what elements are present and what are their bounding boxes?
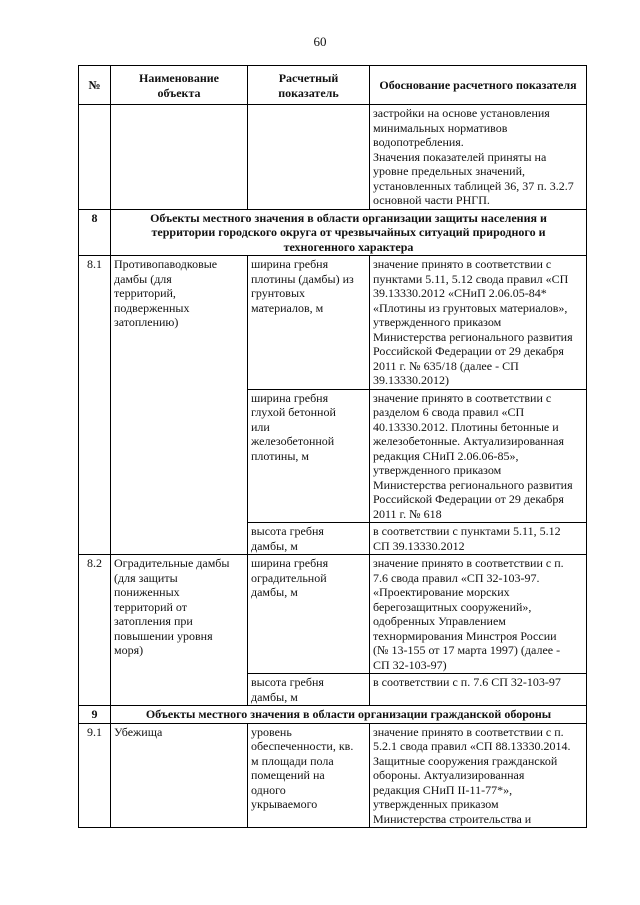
section-row-9	[79, 706, 587, 724]
justification: значение принято в соответствии с п. 7.6 свода правил «СП 32-103-97. «Проектирование морских берегозащитных сооружений», одобренных Управлением технормирования Минстроя России (№ 13-155 от 17 марта 1997) (далее - СП 32-103-97)	[370, 555, 587, 674]
justification: в соответствии с п. 7.6 СП 32-103-97	[370, 674, 587, 706]
object-name: Убежища	[111, 723, 248, 828]
header-justification: Обоснование расчетного показателя	[370, 66, 587, 105]
row-num: 8.1	[79, 256, 111, 555]
row-num: 8.2	[79, 555, 111, 706]
header-indicator: Расчетный показатель	[248, 66, 370, 105]
section-num: 9	[79, 706, 111, 724]
indicator: высота гребня дамбы, м	[248, 523, 370, 555]
section-num: 8	[79, 209, 111, 256]
header-num: №	[79, 66, 111, 105]
page-number: 60	[313, 34, 327, 49]
justification: в соответствии с пунктами 5.11, 5.12 СП 39.13330.2012	[370, 523, 587, 555]
table-header-row	[79, 66, 587, 105]
table-row-9-1	[79, 723, 587, 828]
indicator: уровень обеспеченности, кв. м площади пола помещений на одного укрываемого	[248, 723, 370, 828]
object-name: Противопаводковые дамбы (для территорий, подверженных затоплению)	[111, 256, 248, 555]
row-num: 9.1	[79, 723, 111, 828]
section-row-8	[79, 209, 587, 256]
justification: значение принято в соответствии с п. 5.2.1 свода правил «СП 88.13330.2014. Защитные сооружения гражданской обороны. Актуализированная редакция СНиП II-11-77*», утвержденных приказом Министерства строительства и	[370, 723, 587, 828]
cell-empty	[79, 105, 111, 210]
indicator: ширина гребня глухой бетонной или железобетонной плотины, м	[248, 389, 370, 523]
table-row-8-2-a	[79, 555, 587, 674]
cell-empty	[111, 105, 248, 210]
table-row-8-1-a	[79, 256, 587, 390]
table-row-continuation	[79, 105, 587, 210]
header-name: Наименование объекта	[111, 66, 248, 105]
indicator: высота гребня дамбы, м	[248, 674, 370, 706]
object-name: Оградительные дамбы (для защиты пониженных территорий от затопления при повышении уровня моря)	[111, 555, 248, 706]
indicator: ширина гребня оградительной дамбы, м	[248, 555, 370, 674]
cell-empty	[248, 105, 370, 210]
continuation-justification: застройки на основе установления минимальных нормативов водопотребления. Значения показателей приняты на уровне предельных значений, установленных таблицей 36, 37 п. 3.2.7 основной части РНГП.	[370, 105, 587, 210]
justification: значение принято в соответствии с разделом 6 свода правил «СП 40.13330.2012. Плотины бетонные и железобетонные. Актуализированная редакция СНиП 2.06.06-85», утвержденного приказом Министерства регионального развития Российской Федерации от 29 декабря 2011 г. № 618	[370, 389, 587, 523]
section-title: Объекты местного значения в области организации защиты населения и территории городского округа от чрезвычайных ситуаций природного и техногенного характера	[111, 209, 587, 256]
section-title: Объекты местного значения в области организации гражданской обороны	[111, 706, 587, 724]
justification: значение принято в соответствии с пунктами 5.11, 5.12 свода правил «СП 39.13330.2012 «СНиП 2.06.05-84* «Плотины из грунтовых материалов», утвержденного приказом Министерства регионального развития Российской Федерации от 29 декабря 2011 г. № 635/18 (далее - СП 39.13330.2012)	[370, 256, 587, 390]
norms-table	[78, 65, 587, 828]
indicator: ширина гребня плотины (дамбы) из грунтовых материалов, м	[248, 256, 370, 390]
